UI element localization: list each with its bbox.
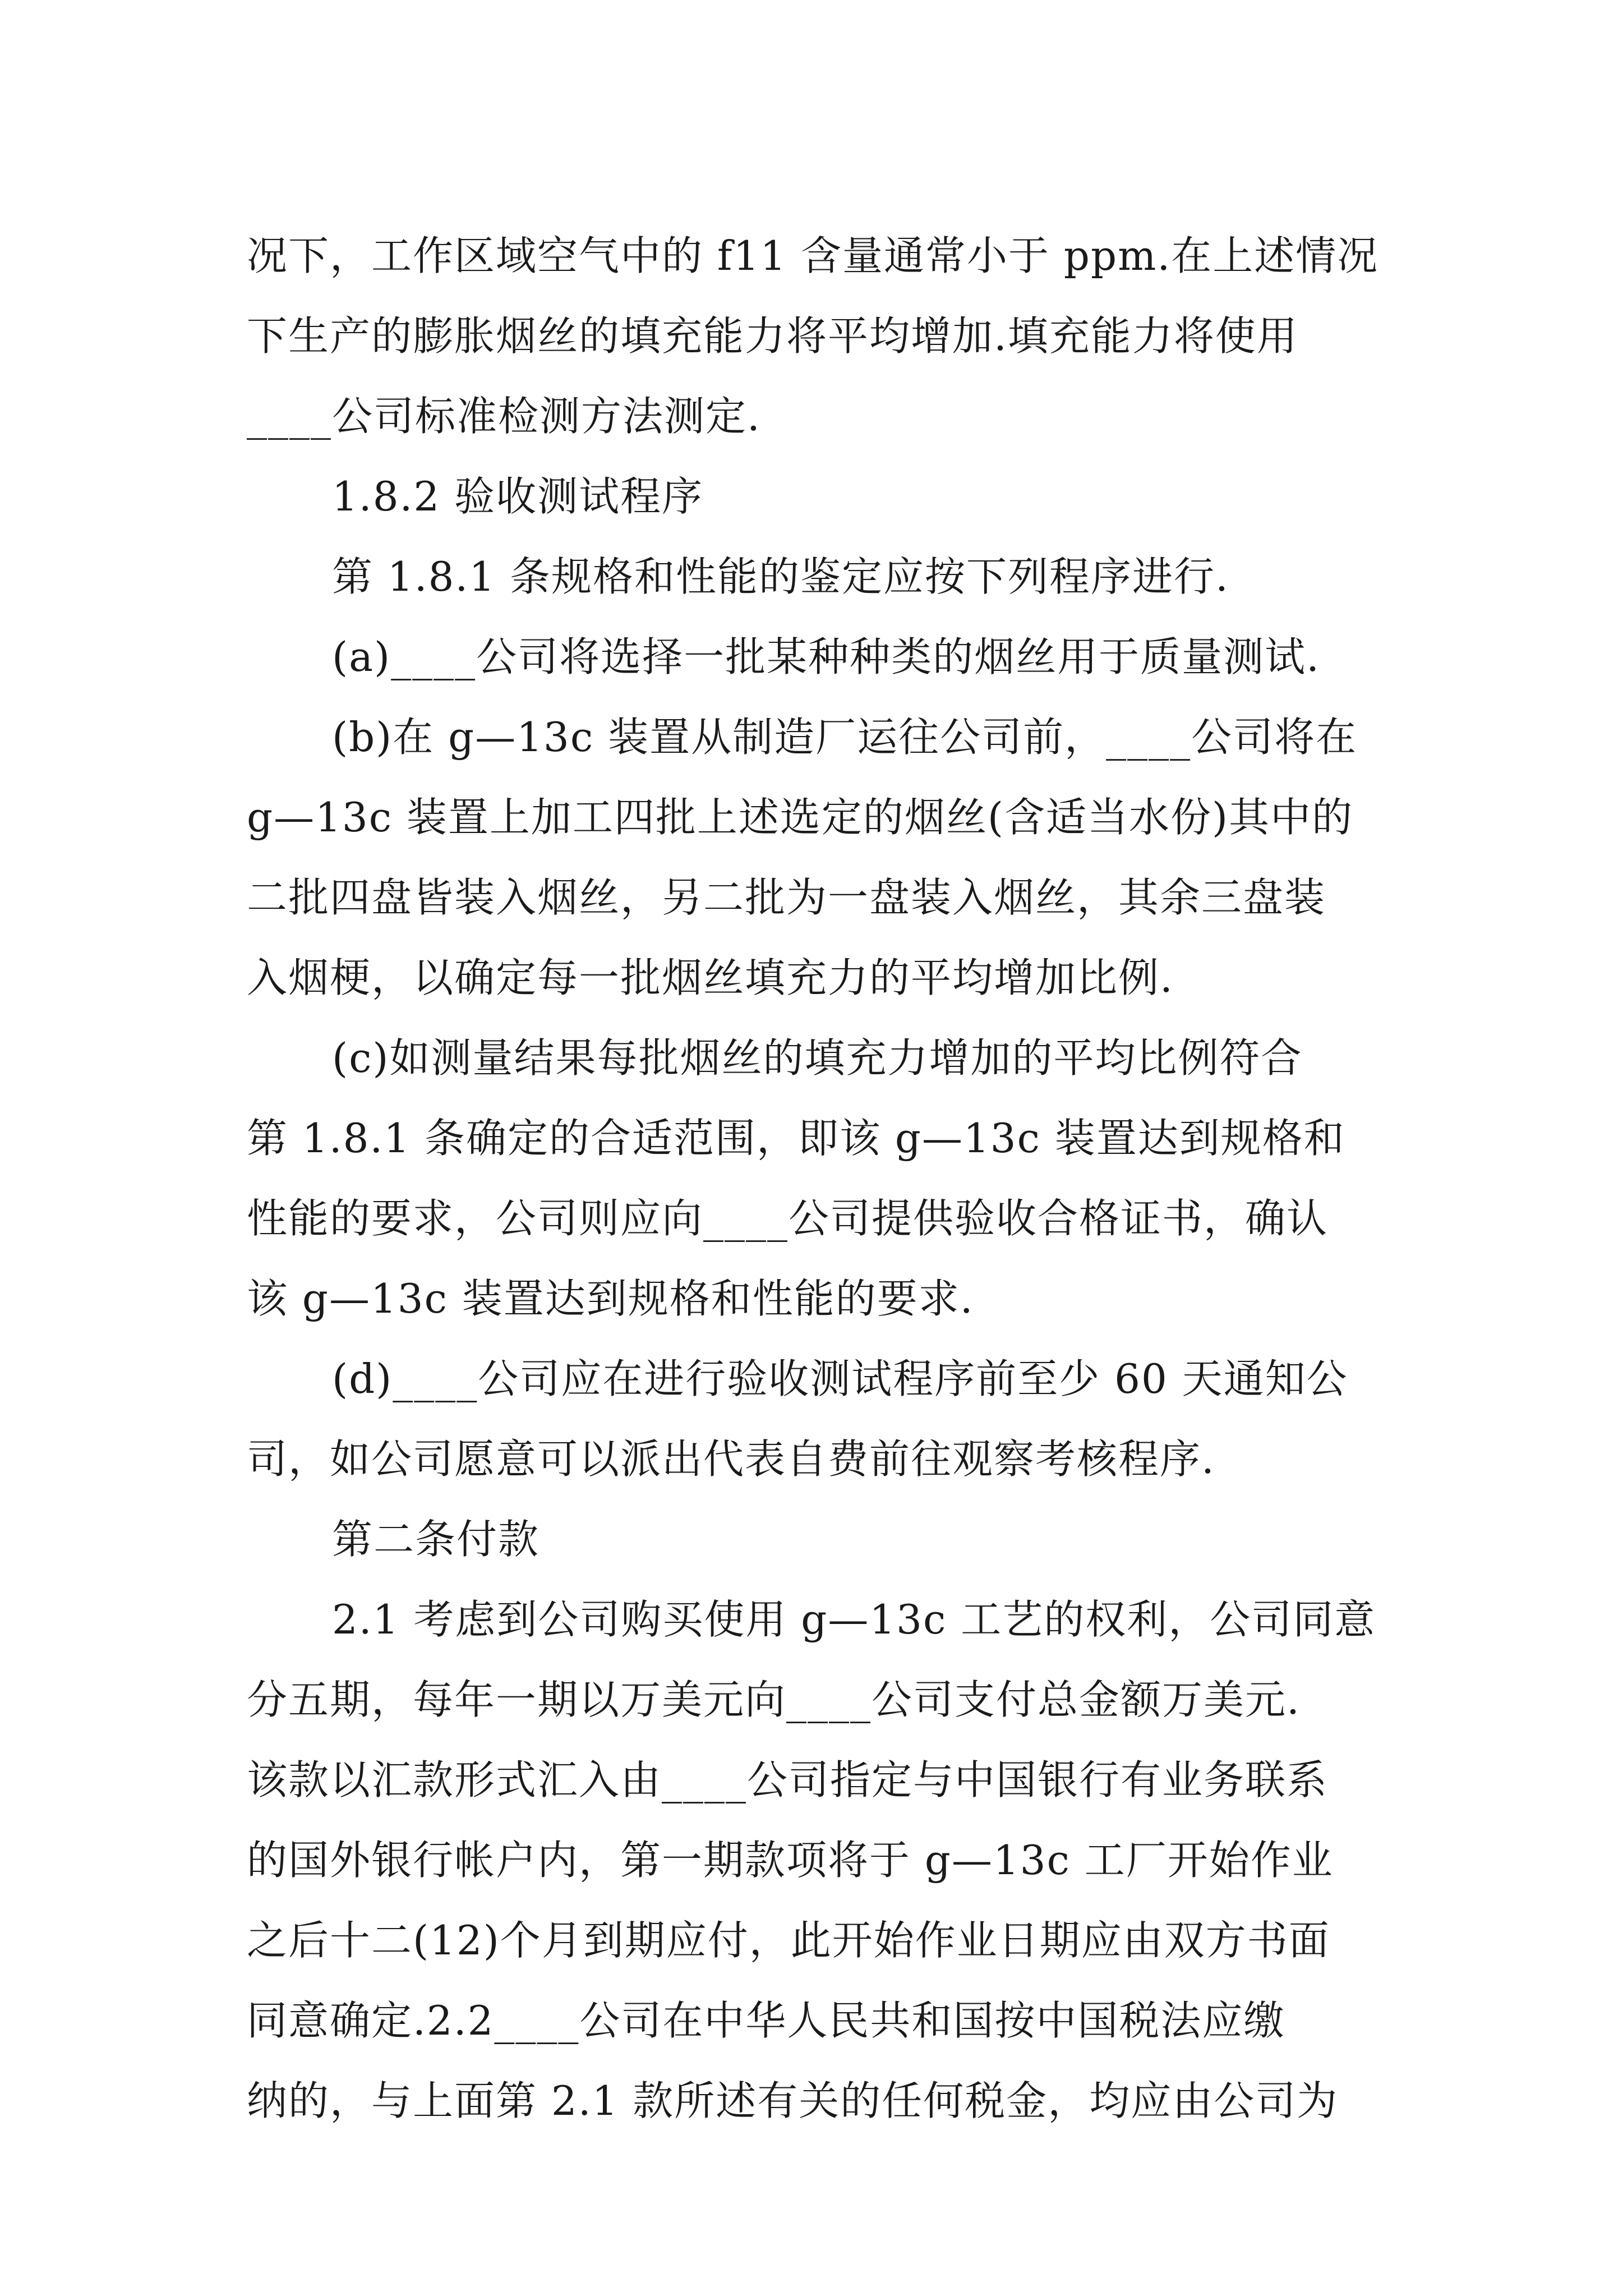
text-line: 分五期，每年一期以万美元向____公司支付总金额万美元. (247, 1676, 1301, 1723)
document-body (247, 216, 1377, 2141)
section-heading: 1.8.2 验收测试程序 (332, 473, 704, 520)
text-line: 纳的，与上面第 2.1 款所述有关的任何税金，均应由公司为 (247, 2077, 1339, 2124)
text-line: 的国外银行帐户内，第一期款项将于 g—13c 工厂开始作业 (247, 1837, 1334, 1884)
text-line: 之后十二(12)个月到期应付，此开始作业日期应由双方书面 (247, 1917, 1330, 1964)
text-line: 该款以汇款形式汇入由____公司指定与中国银行有业务联系 (247, 1756, 1329, 1803)
text-line: g—13c 装置上加工四批上述选定的烟丝(含适当水份)其中的 (247, 794, 1354, 841)
list-item-d: (d)____公司应在进行验收测试程序前至少 60 天通知公 (332, 1355, 1348, 1402)
text-line: 该 g—13c 装置达到规格和性能的要求. (247, 1275, 974, 1322)
text-line: 下生产的膨胀烟丝的填充能力将平均增加.填充能力将使用 (247, 312, 1298, 360)
list-item-c: (c)如测量结果每批烟丝的填充力增加的平均比例符合 (332, 1034, 1303, 1082)
text-line: 二批四盘皆装入烟丝，另二批为一盘装入烟丝，其余三盘装 (247, 874, 1326, 921)
text-line: 第 1.8.1 条规格和性能的鉴定应按下列程序进行. (332, 553, 1229, 600)
section-heading: 第二条付款 (332, 1516, 540, 1563)
text-line: 性能的要求，公司则应向____公司提供验收合格证书，确认 (247, 1195, 1329, 1242)
list-item-a: (a)____公司将选择一批某种种类的烟丝用于质量测试. (332, 633, 1320, 680)
text-line: 入烟梗，以确定每一批烟丝填充力的平均增加比例. (247, 954, 1174, 1001)
text-line: ____公司标准检测方法测定. (247, 393, 761, 440)
clause-2-1: 2.1 考虑到公司购买使用 g—13c 工艺的权利，公司同意 (332, 1596, 1376, 1643)
text-line: 同意确定.2.2____公司在中华人民共和国按中国税法应缴 (247, 1997, 1285, 2044)
text-line: 司，如公司愿意可以派出代表自费前往观察考核程序. (247, 1435, 1215, 1483)
list-item-b: (b)在 g—13c 装置从制造厂运往公司前，____公司将在 (332, 714, 1358, 761)
text-line: 第 1.8.1 条确定的合适范围，即该 g—13c 装置达到规格和 (247, 1115, 1345, 1162)
text-line: 况下，工作区域空气中的 f11 含量通常小于 ppm.在上述情况 (247, 232, 1379, 279)
